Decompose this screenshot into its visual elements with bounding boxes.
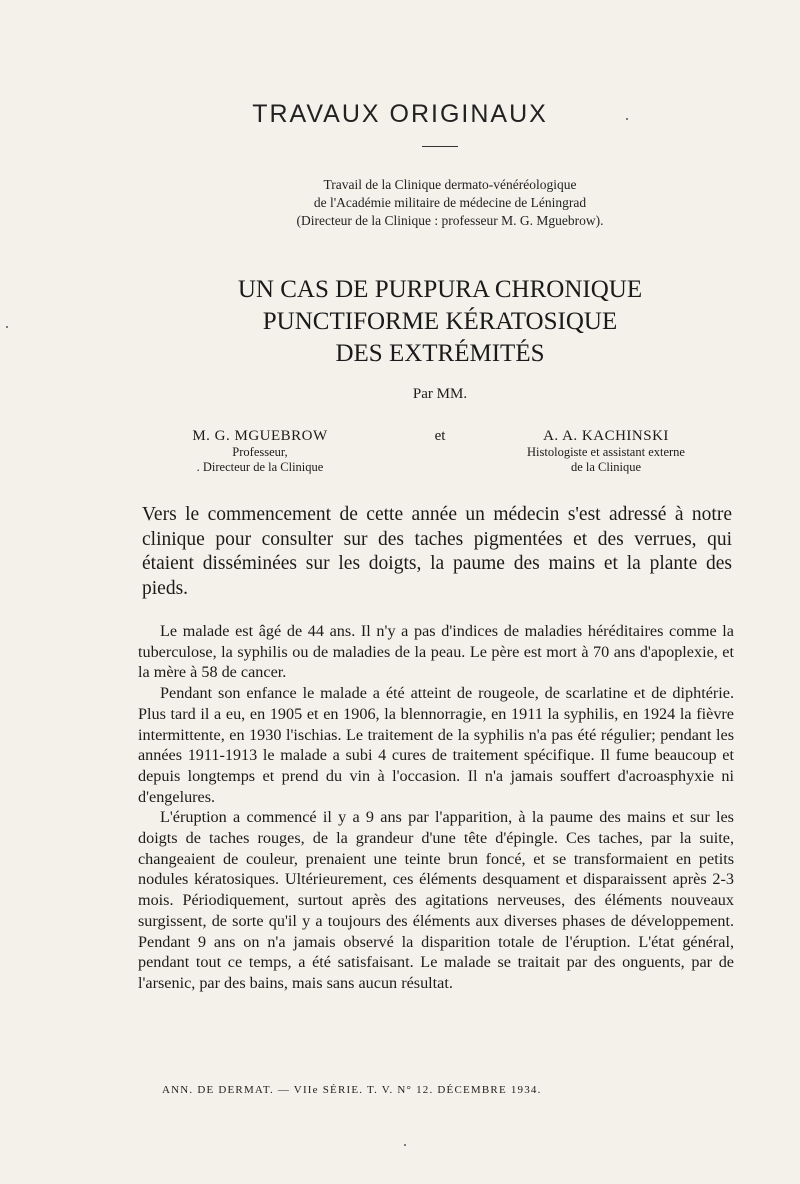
author-conjunction: et — [434, 428, 446, 444]
abstract: Vers le commencement de cette année un médecin s'est adressé à notre clinique pour consulter sur des taches pigmentées et des verrues, qui étaient disséminées sur les doigts, la paume des mains et la plante des pieds. — [142, 504, 732, 599]
author-name: A. A. KACHINSKI — [543, 428, 669, 444]
affiliation-line: de l'Académie militaire de médecine de Léningrad — [313, 195, 587, 210]
author-role: Professeur, — [232, 445, 288, 459]
body-paragraph: Pendant son enfance le malade a été atteint de rougeole, de scarlatine et de diphtérie. Plus tard il a eu, en 1905 et en 1906, la blennorragie, en 1911 la syphilis, en 1924 la fièvre intermittente, en 1930 l'ischias. Le traitement de la syphilis n'a pas été régulier; pendant les années 1911-1913 le malade a subi 4 cures de traitement spécifique. Il fume beaucoup et depuis longtemps et prend du vin à l'occasion. Il n'a jamais souffert d'acroasphyxie ni d'engelures. — [138, 684, 734, 806]
author-role: de la Clinique — [570, 460, 642, 474]
author-role: Histologiste et assistant externe — [527, 445, 685, 459]
print-speck — [626, 118, 628, 120]
byline: Par MM. — [412, 386, 468, 402]
title-rule — [422, 146, 458, 147]
affiliation-line: (Directeur de la Clinique : professeur M. G. Mguebrow). — [296, 213, 604, 228]
author-kachinski — [500, 428, 712, 475]
author-role: . Directeur de la Clinique — [196, 460, 324, 474]
article-title — [0, 274, 800, 370]
author-name: M. G. MGUEBROW — [192, 428, 328, 444]
print-speck — [6, 326, 8, 328]
body-paragraph: Le malade est âgé de 44 ans. Il n'y a pas d'indices de maladies héréditaires comme la tuberculose, la syphilis ou de maladies de la peau. Le père est mort à 70 ans d'apoplexie, et la mère à 58 de cancer. — [138, 622, 734, 682]
article-title-line: DES EXTRÉMITÉS — [335, 340, 545, 367]
affiliation-line: Travail de la Clinique dermato-vénéréologique — [323, 177, 577, 192]
author-mguebrow — [160, 428, 360, 475]
journal-footer: ANN. DE DERMAT. — VIIe SÉRIE. T. V. N° 12. DÉCEMBRE 1934. — [162, 1084, 542, 1096]
print-speck — [404, 1144, 406, 1146]
section-title: TRAVAUX ORIGINAUX — [252, 100, 548, 128]
body-paragraph: L'éruption a commencé il y a 9 ans par l'apparition, à la paume des mains et sur les doigts de taches rouges, de la grandeur d'une tête d'épingle. Ces taches, par la suite, changeaient de couleur, prenaient une teinte brun foncé, et se transformaient en petits nodules kératosiques. Ultérieurement, ces éléments desquament et disparaissent après 2-3 mois. Périodiquement, surtout après des agitations nerveuses, des éléments nouveaux surgissent, de sorte qu'il y a toujours des éléments aux diverses phases de développement. Pendant 9 ans on n'a jamais observé la disparition totale de l'éruption. L'état général, pendant tout ce temps, a été satisfaisant. Le malade se traitait par des onguents, par de l'arsenic, par des bains, mais sans aucun résultat. — [138, 808, 734, 992]
article-title-line: PUNCTIFORME KÉRATOSIQUE — [262, 308, 618, 335]
article-body — [138, 621, 734, 994]
affiliation — [0, 176, 800, 230]
article-title-line: UN CAS DE PURPURA CHRONIQUE — [237, 276, 643, 303]
